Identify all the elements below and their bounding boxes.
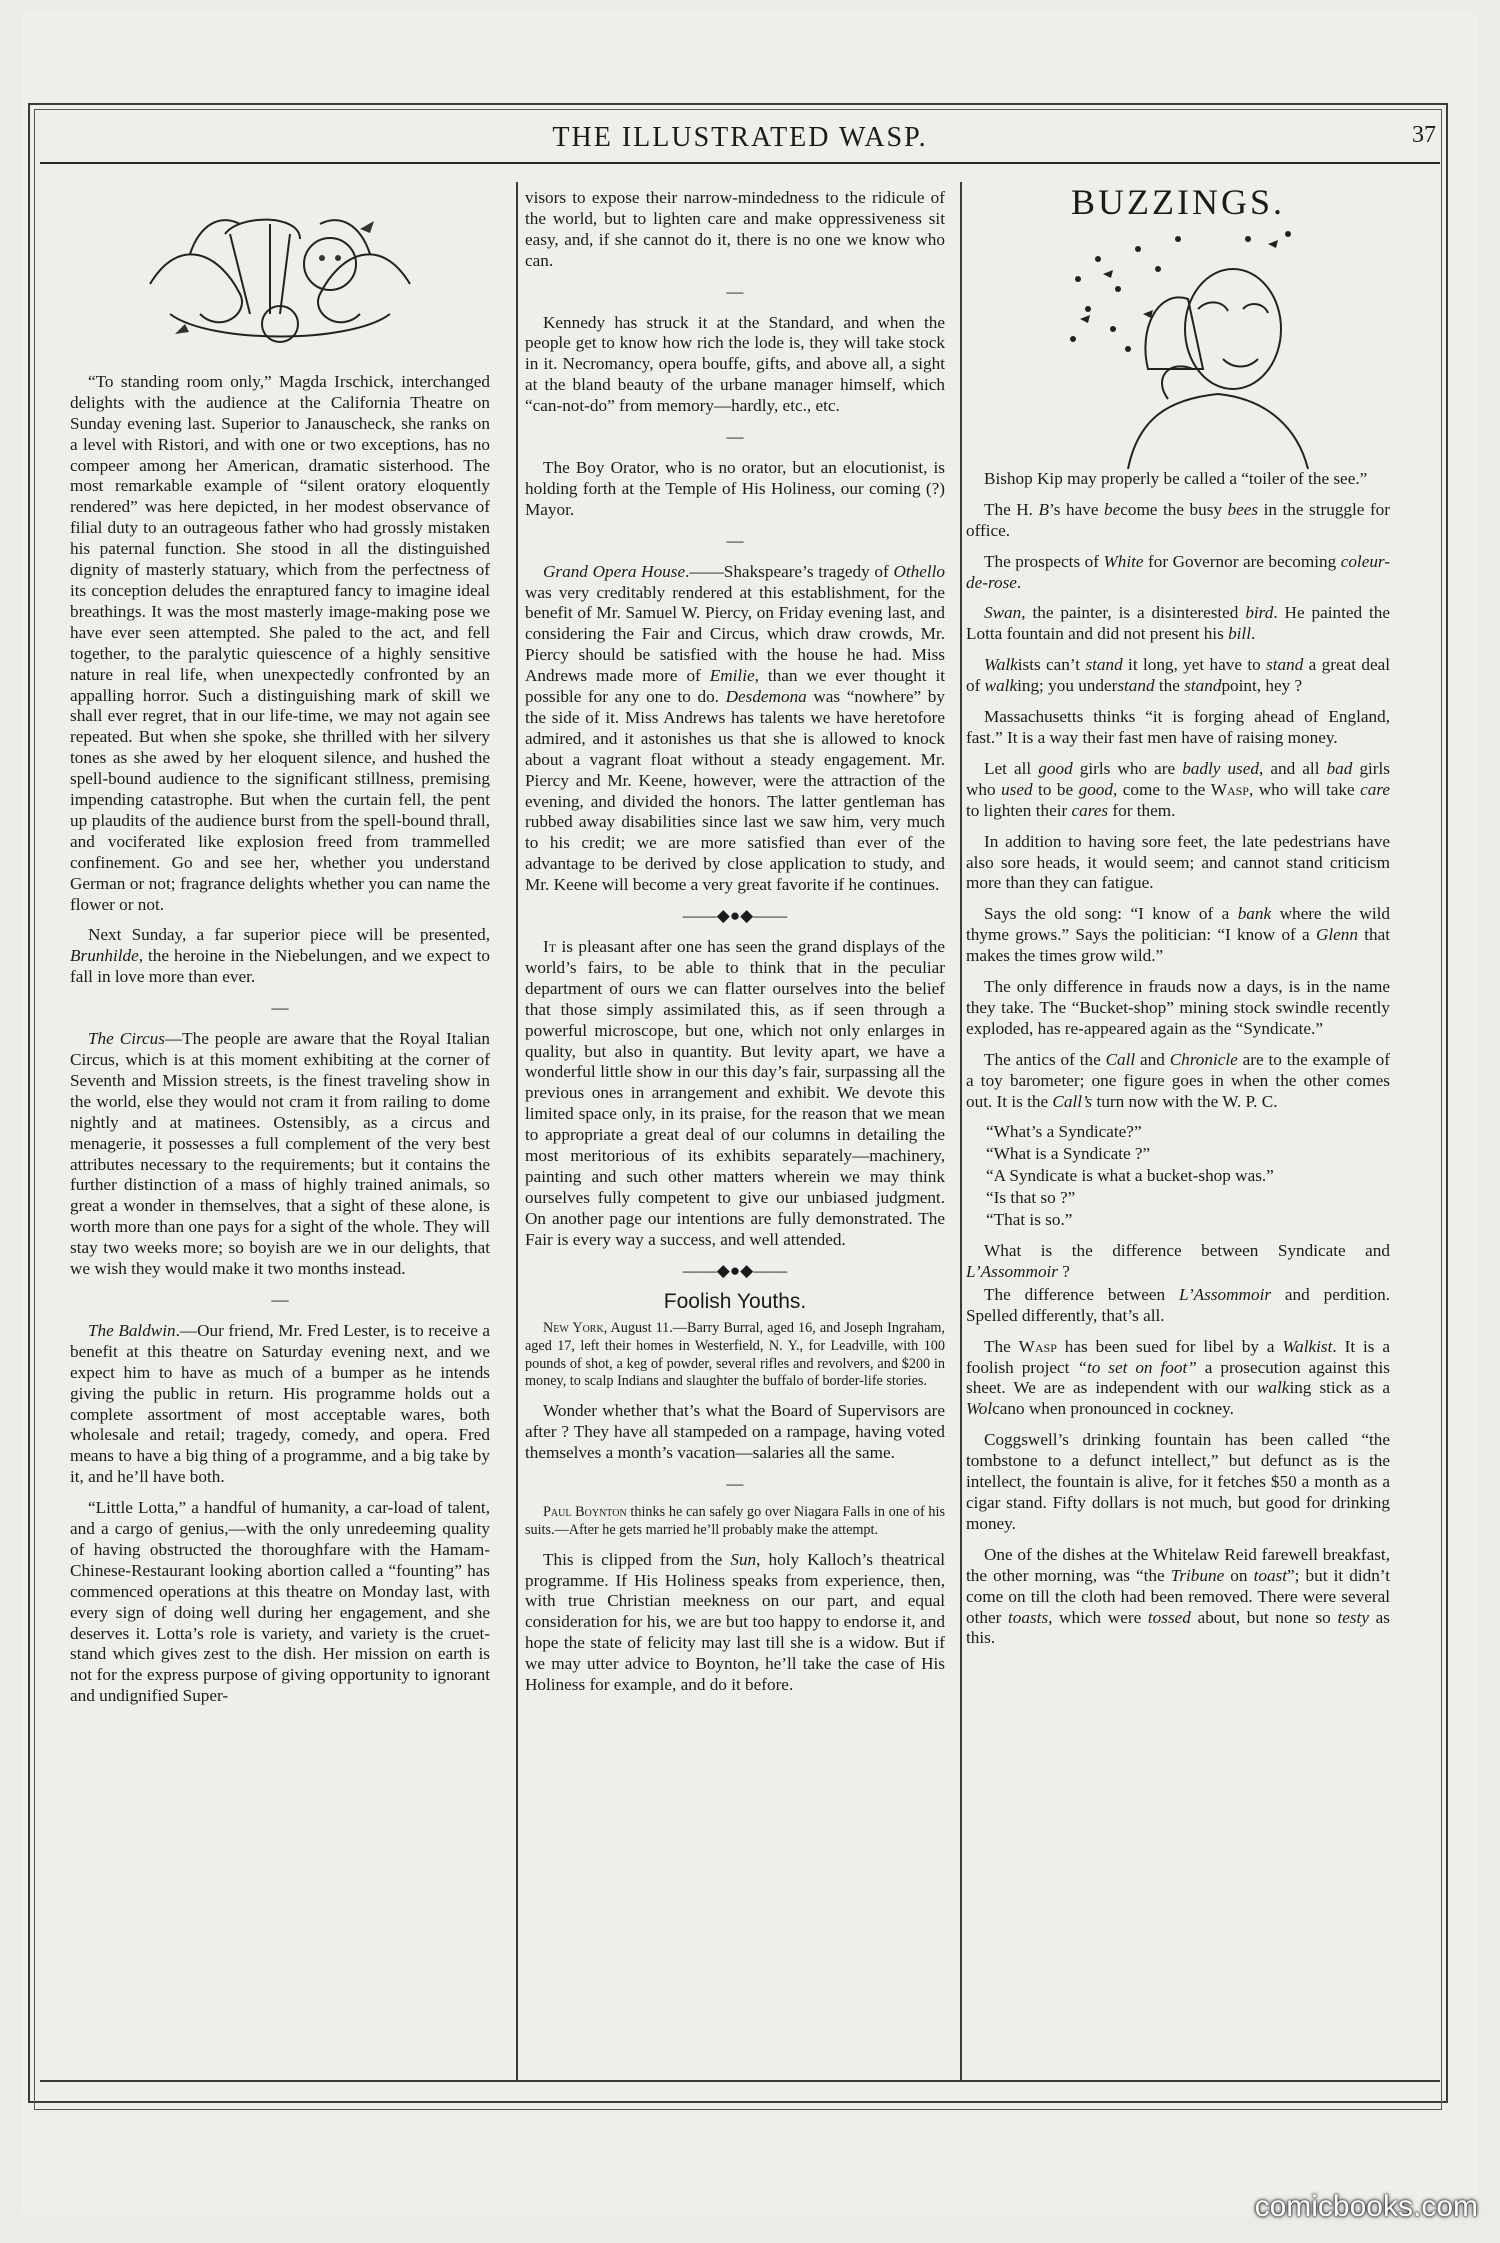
wasp-swarm-illustration-icon — [966, 219, 1390, 469]
girls-paragraph: Let all good girls who are badly used, and all bad girls who used to be good, come to the Wasp, who will take care to lighten their cares for them. — [966, 758, 1390, 820]
page-header — [40, 118, 1440, 164]
dialogue-line: “What is a Syndicate ?” — [986, 1144, 1151, 1164]
dialogue-line: “What’s a Syndicate?” — [986, 1122, 1142, 1142]
section-dash: — — [726, 427, 744, 447]
section-dash: — — [726, 281, 744, 301]
assommoir-answer: The difference between L’Assommoir and perdition. Spelled differently, that’s all. — [966, 1284, 1390, 1325]
reid-paragraph: One of the dishes at the Whitelaw Reid farewell breakfast, the other morning, was “the Tribune on toast”; but it didn’t come on till the cloth had been removed. There were several other toasts, which were tossed about, but none so testy as this. — [966, 1544, 1390, 1648]
frauds-paragraph: The only difference in frauds now a days, is in the name they take. The “Bucket-shop” mining stock swindle recently exploded, has re-appeared again as the “Syndicate.” — [966, 977, 1390, 1038]
syndicate-dialogue — [966, 1122, 1390, 1231]
masthead: THE ILLUSTRATED WASP. — [552, 122, 928, 153]
white-paragraph: The prospects of White for Governor are becoming coleur-de-rose. — [966, 551, 1390, 592]
fair-paragraph: It is pleasant after one has seen the grand displays of the world’s fairs, to be able to think that in the peculiar department of ours we can flatter ourselves into the belief that those simply assimilated this, as if seen through a powerful microscope, but one, which not only enlarges in quality, but also in quantity. But levity apart, we have a wonderful little show in our this day’s fair, surpassing all the previous ones in arrangement and exhibit. We devote this limited space only, in its praise, for the reason that we mean to appropriate a great deal of our columns in detailing the most meritorious of its exhibits separately—machinery, painting and such other matters wherein we may think ourselves fully competent to give our unbiased judgment. On another page our intentions are fully demonstrated. The Fair is every way a success, and well attended. — [525, 937, 945, 1249]
lotta-continued-paragraph: visors to expose their narrow-mindedness to the ridicule of the world, but to lighten care and make oppressiveness sit easy, and, if she cannot do it, there is no one we know who can. — [525, 188, 945, 270]
page-number: 37 — [1412, 122, 1436, 148]
massachusetts-paragraph: Massachusetts thinks “it is forging ahead of England, fast.” It is a way their fast men have of raising money. — [966, 707, 1390, 747]
section-ornament-rule: ——◆●◆—— — [682, 906, 788, 926]
section-dash: — — [726, 1473, 744, 1493]
column-3 — [966, 188, 1390, 2078]
column-rule-2 — [960, 182, 962, 2082]
brunhilde-paragraph: Next Sunday, a far superior piece will be presented, Brunhilde, the heroine in the Niebelungen, and we expect to fall in love more than ever. — [70, 925, 490, 987]
foolish-youths-title: Foolish Youths. — [663, 1289, 807, 1313]
walkists-paragraph: Walkists can’t stand it long, yet have to stand a great deal of walking; you understand the standpoint, hey ? — [966, 655, 1390, 696]
assommoir-question: What is the difference between Syndicate and L’Assommoir ? — [966, 1241, 1390, 1281]
dialogue-line: “That is so.” — [986, 1210, 1073, 1230]
boynton-news: Paul Boynton thinks he can safely go over Niagara Falls in one of his suits.—After he gets married he’ll probably make the attempt. — [525, 1504, 945, 1538]
circus-paragraph: The Circus—The people are aware that the Royal Italian Circus, which is at this moment exhibiting at the corner of Seventh and Mission streets, is the finest traveling show in the world, else they would not cram it from railing to dome nightly and at matinees. Ostensibly, as a circus and menagerie, it possesses a full complement of the very best attributes necessary to the requirements; but it contains the further distinction of a mass of highly trained animals, so great a wonder in themselves, that a sight of these alone, is worth more than one pays for a sight of the whole. They will stay two weeks more; so boyish are we in our delights, that we wish they would make it two months instead. — [70, 1029, 490, 1279]
dialogue-line: “A Syndicate is what a bucket-shop was.” — [986, 1166, 1274, 1186]
grand-opera-paragraph: Grand Opera House.——Shakspeare’s tragedy of Othello was very creditably rendered at this establishment, for the benefit of Mr. Samuel W. Piercy, on Friday evening last, and considering the Fair and Circus, which draw crowds, Mr. Piercy should be satisfied with the house he had. Miss Andrews made more of Emilie, than we ever thought it possible for any one to do. Desdemona was “nowhere” by the side of it. Miss Andrews has talents we have heretofore admired, and it astonishes us that she is allowed to knock about a vagrant float without a steady engagement. Mr. Piercy and Mr. Keene, however, were the attraction of the evening, and divided the honors. The latter gentleman has rubbed away disabilities since last we saw him, very much to his credit; we are more satisfied than ever of the advantage to be derived by close application to study, and Mr. Keene will become a very great favorite if he continues. — [525, 561, 945, 895]
swan-paragraph: Swan, the painter, is a disinterested bird. He painted the Lotta fountain and did not present his bill. — [966, 603, 1390, 644]
baldwin-paragraph: The Baldwin.—Our friend, Mr. Fred Lester, is to receive a benefit at this theatre on Saturday evening next, and we expect him to have as much of a bumper as he intends giving the public in return. His programme holds out a complete assortment of most acceptable wares, both wholesale and retail; tragedy, comedy, and opera. Fred means to have a big thing of a programme, and a big take by it, and he’ll have both. — [70, 1320, 490, 1487]
antics-paragraph: The antics of the Call and Chronicle are to the example of a toy barometer; one figure goes in when the other comes out. It is the Call’s turn now with the W. P. C. — [966, 1049, 1390, 1111]
footer-rule — [40, 2080, 1440, 2082]
section-dash: — — [271, 998, 289, 1018]
boy-orator-paragraph: The Boy Orator, who is no orator, but an elocutionist, is holding forth at the Temple of His Holiness, our coming (?) Mayor. — [525, 457, 945, 519]
lyre-ornament-icon — [70, 194, 490, 360]
foolish-youths-news: New York, August 11.—Barry Burral, aged 16, and Joseph Ingraham, aged 17, left their homes in Westerfield, N. Y., for Leadville, with 100 pounds of shot, a keg of powder, several rifles and revolvers, and $200 in money, to scalp Indians and slaughter the buffalo of border-life stories. — [525, 1320, 945, 1390]
lotta-paragraph: “Little Lotta,” a handful of humanity, a car-load of talent, and a cargo of genius,—with the only unredeeming quality of having obstructed the thoroughfare with the Hamam-Chinese-Restaurant looking abortion called a “founting” has commenced operations at this theatre on Monday last, with every sign of doing well during her engagement, and she deserves it. Lotta’s role is variety, and variety is the cruet-stand which gives zest to the dish. Her mission on earth is not for the express purpose of giving opportunity to ignorant and undignified Super- — [70, 1498, 490, 1706]
column-rule-1 — [516, 182, 518, 2082]
column-1 — [70, 188, 490, 2078]
section-dash: — — [271, 1289, 289, 1309]
section-ornament-rule: ——◆●◆—— — [682, 1260, 788, 1280]
hb-paragraph: The H. B’s have become the busy bees in the struggle for office. — [966, 499, 1390, 540]
kip-paragraph: Bishop Kip may properly be called a “toiler of the see.” — [984, 468, 1368, 488]
kennedy-paragraph: Kennedy has struck it at the Standard, and when the people get to know how rich the lode is, they will take stock in it. Necromancy, opera bouffe, gifts, and above all, a sight at the bland beauty of the urbane manager himself, which “can-not-do” from memory—hardly, etc., etc. — [525, 312, 945, 416]
song-paragraph: Says the old song: “I know of a bank where the wild thyme grows.” Says the politician: “I know of a Glenn that makes the times grow wild.” — [966, 904, 1390, 966]
magda-paragraph: “To standing room only,” Magda Irschick, interchanged delights with the audience at the California Theatre on Sunday evening last. Superior to Janauscheck, she ranks on a level with Ristori, and with one or two exceptions, has no compeer among her American, dramatic sisterhood. The most remarkable example of “silent oratory eloquently rendered” was here depicted, in her modest observance of filial duty to an outrageous father who had grossly mistaken his paternal function. She stood in all the distinguished dignity of masterly statuary, which from the perfectness of its conception deludes the enraptured fancy to imagine ideal breathings. It was the most masterly image-making pose we have ever seen attempted. She paled to the act, and fell together, to the paralytic quiescence of a highly sensitive nature in real life, when unexpectedly confronted by an appalling horror. Such a distinguishing mark of skill we shall ever regret, that in our life-time, we may not again see repeated. But when she spoke, she thrilled with her silvery tones as she awed by her eloquent silence, and hushed the spell-bound audience to the significant stillness, premising impending catastrophe. But when the curtain fell, the pent up plaudits of the audience burst from the spell-bound thrall, and vociferated like explosion freed from trammelled confinement. Go and see her, whether you understand German or not; fragrance delights whether you can name the flower or not. — [70, 371, 490, 914]
column-2 — [525, 188, 945, 2078]
buzzings-title: BUZZINGS. — [1071, 188, 1285, 222]
watermark: comicbooks.com — [1254, 2190, 1478, 2223]
section-dash: — — [726, 530, 744, 550]
pedestrians-paragraph: In addition to having sore feet, the late pedestrians have also sore heads, it would seem; and cannot stand criticism more than they can fatigue. — [966, 831, 1390, 893]
libel-paragraph: The Wasp has been sued for libel by a Walkist. It is a foolish project “to set on foot” a prosecution against this sheet. We are as independent with our walking stick as a Wolcano when pronounced in cockney. — [966, 1336, 1390, 1419]
coggswell-paragraph: Coggswell’s drinking fountain has been called “the tombstone to a defunct intellect,” but defunct as is the intellect, the fountain is alive, for it fetches $50 a month as a cigar stand. Fifty dollars is not much, but good for drinking money. — [966, 1430, 1390, 1533]
kalloch-paragraph: This is clipped from the Sun, holy Kalloch’s theatrical programme. If His Holiness speaks from experience, then, with true Christian meekness on our part, and equal consideration for his, we are but too happy to endorse it, and hope the state of felicity may last till she is a widow. But if we may utter advice to Boynton, he’ll take the case of His Holiness for example, and do it before. — [525, 1549, 945, 1695]
supervisors-paragraph: Wonder whether that’s what the Board of Supervisors are after ? They have all stampeded on a rampage, having voted themselves a month’s vacation—salaries all the same. — [525, 1400, 945, 1462]
dialogue-line: “Is that so ?” — [986, 1188, 1076, 1208]
